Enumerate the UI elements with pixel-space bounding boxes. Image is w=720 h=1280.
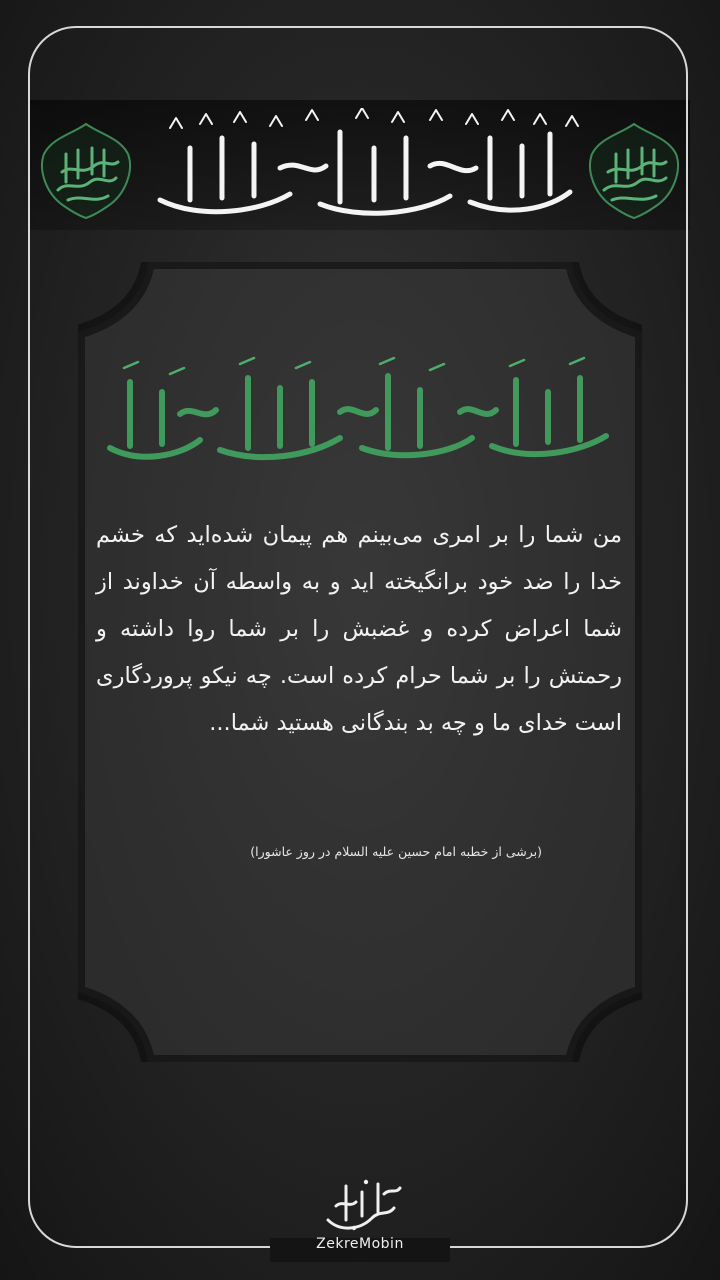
logo-text: ZekreMobin [316, 1236, 404, 1252]
outer-frame [28, 26, 688, 1248]
source-caption: (برشی از خطبه امام حسین علیه السلام در روز عاشورا) [250, 844, 542, 859]
zekremobin-logo-icon [316, 1176, 404, 1236]
body-paragraph: من شما را بر امری می‌بینم هم پیمان شده‌اید که خشم خدا را ضد خود برانگیخته اید و به واسطه آن خداوند از شما اعراض کرده و غضبش را بر شما روا داشته و رحمتش را بر شما حرام کرده است. چه نیکو پروردگاری است خدای ما و چه بد بندگانی هستید شما... [96, 522, 622, 736]
